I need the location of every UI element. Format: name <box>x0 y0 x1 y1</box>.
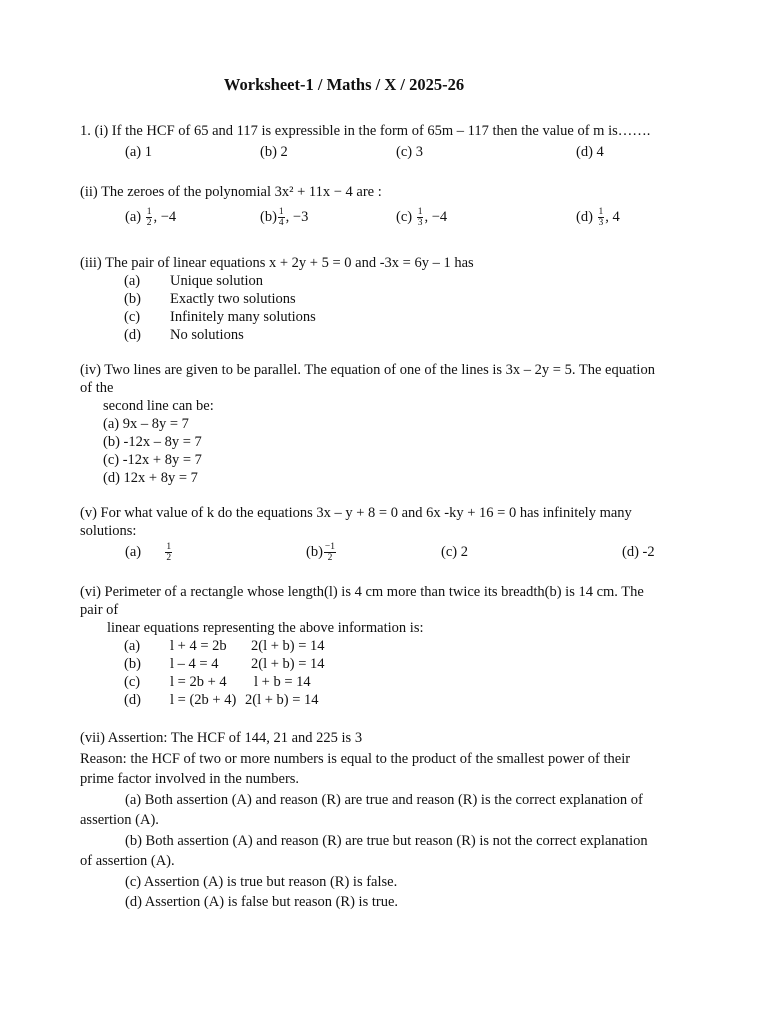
fraction-numerator: 1 <box>278 207 284 218</box>
page-title: Worksheet-1 / Maths / X / 2025-26 <box>223 75 465 94</box>
q4-question-line1: (iv) Two lines are given to be parallel. The equation of one of the lines is 3x – 2y = 5. The equation <box>80 362 655 378</box>
q4-question-line3: second line can be: <box>103 398 214 414</box>
q6-option-d-label: (d) <box>124 692 141 708</box>
q6-option-d-eq1: l = (2b + 4) <box>170 692 237 708</box>
option-rest: , −3 <box>285 209 309 225</box>
fraction <box>598 207 605 228</box>
q4-option-b: (b) -12x – 8y = 7 <box>103 434 202 450</box>
option-label: (b) <box>260 209 277 225</box>
fraction-numerator: 1 <box>417 207 423 218</box>
fraction <box>417 207 424 228</box>
fraction-denominator: 2 <box>327 553 333 564</box>
q2-option-b <box>260 204 308 230</box>
q3-option-c-label: (c) <box>124 309 141 325</box>
q6-question-line2: pair of <box>80 602 119 618</box>
q6-question-line3: linear equations representing the above information is: <box>107 620 424 636</box>
option-rest: , 4 <box>605 209 620 225</box>
q4-option-c: (c) -12x + 8y = 7 <box>103 452 202 468</box>
q5-question-line1: (v) For what value of k do the equations 3x – y + 8 = 0 and 6x -ky + 16 = 0 has infinitely many <box>80 505 632 521</box>
fraction-numerator: 1 <box>146 207 152 218</box>
q6-question-line1: (vi) Perimeter of a rectangle whose length(l) is 4 cm more than twice its breadth(b) is 14 cm. The <box>80 584 644 600</box>
q6-option-d-eq2: 2(l + b) = 14 <box>245 692 319 708</box>
q7-assertion: (vii) Assertion: The HCF of 144, 21 and 225 is 3 <box>80 730 363 746</box>
q3-option-b-label: (b) <box>124 291 141 307</box>
fraction-numerator: 1 <box>598 207 604 218</box>
q6-option-a-eq1: l + 4 = 2b <box>170 638 227 654</box>
q3-option-d-text: No solutions <box>170 327 244 343</box>
q1-option-d: (d) 4 <box>576 144 604 160</box>
q7-option-a-line1: (a) Both assertion (A) and reason (R) are true and reason (R) is the correct explanation of <box>125 792 643 808</box>
q4-question-line2: of the <box>80 380 114 396</box>
q5-option-d: (d) -2 <box>622 544 655 560</box>
q7-reason-line2: prime factor involved in the numbers. <box>80 771 300 787</box>
q6-option-c-eq2: l + b = 14 <box>254 674 311 690</box>
q3-option-b-text: Exactly two solutions <box>170 291 296 307</box>
q7-option-d: (d) Assertion (A) is false but reason (R) is true. <box>125 894 399 910</box>
fraction-denominator: 4 <box>278 218 284 229</box>
fraction-denominator: 3 <box>417 218 423 229</box>
option-rest: , −4 <box>424 209 448 225</box>
option-label: (c) <box>396 209 413 225</box>
q2-option-c <box>396 204 447 230</box>
q1-option-b: (b) 2 <box>260 144 288 160</box>
q6-option-c-label: (c) <box>124 674 141 690</box>
q1-option-a: (a) 1 <box>125 144 152 160</box>
fraction-numerator: −1 <box>324 542 336 553</box>
q2-option-d <box>576 204 620 230</box>
q5-option-a <box>125 539 173 565</box>
option-rest: , −4 <box>153 209 177 225</box>
option-label: (a) <box>125 209 142 225</box>
q7-reason-line1: Reason: the HCF of two or more numbers is equal to the product of the smallest power of their <box>80 751 631 767</box>
q6-option-a-eq2: 2(l + b) = 14 <box>251 638 325 654</box>
q6-option-b-label: (b) <box>124 656 141 672</box>
q7-option-b-line1: (b) Both assertion (A) and reason (R) are true but reason (R) is not the correct explanation <box>125 833 648 849</box>
q6-option-b-eq1: l – 4 = 4 <box>170 656 219 672</box>
q3-option-a-label: (a) <box>124 273 141 289</box>
option-label: (a) <box>125 544 142 560</box>
q3-option-a-text: Unique solution <box>170 273 264 289</box>
option-label: (b) <box>306 544 323 560</box>
option-label: (d) <box>576 209 593 225</box>
q7-option-c: (c) Assertion (A) is true but reason (R) is false. <box>125 874 398 890</box>
q2-question: (ii) The zeroes of the polynomial 3x² + 11x − 4 are : <box>80 184 382 200</box>
q2-option-a <box>125 204 176 230</box>
q3-option-d-label: (d) <box>124 327 141 343</box>
q5-question-line2: solutions: <box>80 523 137 539</box>
q3-question: (iii) The pair of linear equations x + 2y + 5 = 0 and -3x = 6y – 1 has <box>80 255 474 271</box>
fraction-denominator: 2 <box>166 553 172 564</box>
fraction <box>146 207 153 228</box>
q4-option-d: (d) 12x + 8y = 7 <box>103 470 198 486</box>
fraction-denominator: 3 <box>598 218 604 229</box>
q7-option-b-line2: of assertion (A). <box>80 853 175 869</box>
fraction-numerator: 1 <box>166 542 172 553</box>
q1-question: 1. (i) If the HCF of 65 and 117 is expressible in the form of 65m – 117 then the value of m is……. <box>80 123 651 139</box>
q6-option-c-eq1: l = 2b + 4 <box>170 674 227 690</box>
fraction <box>278 207 285 228</box>
q7-option-a-line2: assertion (A). <box>80 812 159 828</box>
q4-option-a: (a) 9x – 8y = 7 <box>103 416 189 432</box>
q5-option-c: (c) 2 <box>441 544 468 560</box>
fraction <box>324 542 336 563</box>
fraction <box>165 542 172 563</box>
fraction-denominator: 2 <box>146 218 152 229</box>
q6-option-b-eq2: 2(l + b) = 14 <box>251 656 325 672</box>
q3-option-c-text: Infinitely many solutions <box>170 309 316 325</box>
q5-option-b <box>306 539 337 565</box>
q1-option-c: (c) 3 <box>396 144 423 160</box>
q6-option-a-label: (a) <box>124 638 141 654</box>
